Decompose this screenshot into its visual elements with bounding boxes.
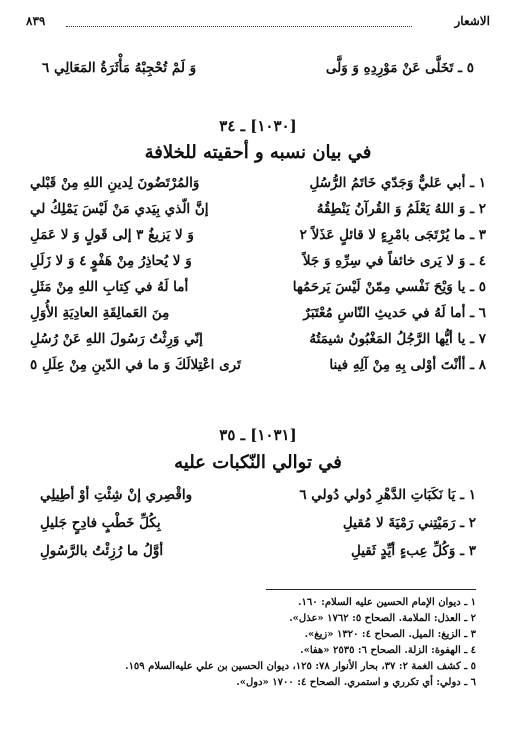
verse-hemistich-first: ٢ ـ وَ اللهُ يَعْلَمُ وَ القُرآنُ يَنْطِقُهُ [316,201,486,217]
verse-hemistich-first: ٥ ـ يا وَيْحَ نَفْسي مِمّنْ لَيْسَ يَرحَمُها [292,279,486,295]
running-head: الاشعار [454,14,490,28]
verse-hemistich-second: وَ لا يَزيغُ ٣ إلى قَولٍ وَ لا عَمَلِ [30,227,194,243]
verse-line [30,253,486,279]
poem-number: [١٠٣٠] ـ ٣٤ [219,117,297,135]
verse-hemistich-first: ٧ ـ يا أيُّها الرَّجُلُ المَغْبُونُ شيمَتُهُ [309,331,486,347]
verse-hemistich-second: تَرى اعْتِلالَكَ وَ ما في الدّينِ مِنْ عِلَلِ ٥ [30,357,241,373]
verse-line [42,60,474,86]
verse-hemistich-second: بِكُلِّ خَطْبٍ فادِحٍ جَليلِ [40,515,161,531]
footnote: ٤ ـ الهفوة: الزلة. الصحاح ٦: ٢٥٣٥ «هفا». [300,645,476,656]
page-number: ٨٣٩ [26,14,46,28]
verse-line [30,279,486,305]
footnote: ٣ ـ الزيغ: الميل. الصحاح ٤: ١٣٢٠ «زيغ». [304,629,476,640]
verse-line [30,201,486,227]
verse-hemistich-first: ٣ ـ ما يُرْتَجَى بامْرِءٍ لا قائلٍ عَذَلاً ٢ [299,227,486,243]
verse-hemistich-second: واقْصِري إنْ شِئْتِ أوْ أطِيلِي [40,487,193,503]
verse-hemistich-first: ٥ ـ تَخَلَّى عَنْ مَوْرِدِهِ وَ وَلَّى [325,60,474,76]
verse-hemistich-first: ١ ـ أبي عَليٌّ وَجَدّي خَاتَمُ الرُّسُلِ [309,175,486,191]
poem-title: في بيان نسبه و أحقيته للخلافة [144,142,372,163]
verse-hemistich-second: أما لَهُ في كِتابِ اللهِ مِنْ مَثَلِ [30,279,189,295]
verse-hemistich-second: وَ لَمْ تُحْجِبْهُ مَأْثَرَةُ المَعَالِي ٦ [42,60,197,76]
verse-hemistich-first: ١ ـ يَا نَكَبَاتِ الدَّهْرِ دُولي دُولي ٦ [299,487,476,503]
verse-line [30,175,486,201]
verse-hemistich-second: مِنَ العَمالِقَةِ العادِيَةِ الأُوَلِ [30,305,170,321]
poem-title: في توالي النّكبات عليه [174,452,342,473]
footnote: ٥ ـ كشف الغمة ٢: ٣٧، بحار الأنوار ٧٨: ١٢٥، ديوان الحسين بن علي عليه‌السلام ١٥٩. [125,661,476,672]
verse-hemistich-first: ٢ ـ رَمَيْتِني رَمْيَةَ لا مُقيلِ [342,515,476,531]
verse-hemistich-second: إنّي وَرِثْتُ رَسُولَ اللهِ عَنْ رُسُلِ [30,331,203,347]
verse-line [30,331,486,357]
verse-line [30,227,486,253]
poem-number: [١٠٣١] ـ ٣٥ [219,426,297,444]
verse-hemistich-second: أوَّلُ ما رُزِئْتُ بالرَّسُولِ [40,543,164,559]
header-dotted-rule [66,26,412,27]
verse-line [40,487,476,513]
verse-hemistich-first: ٣ ـ وَكُلِّ عِبءٍ أيِّدٍ ثَقيلِ [350,543,476,559]
verse-line [40,515,476,541]
verse-hemistich-second: وَالمُرْتَضُونَ لِدينِ اللهِ مِنْ قَبْلي [30,175,200,191]
verse-hemistich-second: وَ لا يُحاذِرُ مِنْ هَفْوٍ ٤ وَ لا زَلَلِ [30,253,192,269]
verse-line [30,305,486,331]
verse-hemistich-first: ٨ ـ أأنْتَ أوْلى بِهِ مِنْ آلِهِ فينا [329,357,486,373]
verse-line [30,357,486,383]
verse-hemistich-second: إنَّ الّذي بِيَدي مَنْ لَيْسَ يَمْلِكُ لي [30,201,209,217]
footnote: ٢ ـ العذل: الملامة. الصحاح ٥: ١٧٦٢ «عذل». [289,613,476,624]
verse-hemistich-first: ٦ ـ أما لَهُ في حَديثِ النّاسِ مُعْتَبَرٌ [303,305,486,321]
footnote-separator [266,589,476,590]
verse-line [40,543,476,569]
footnote: ١ ـ ديوان الإمام الحسين عليه السلام: ١٦٠. [298,597,476,608]
page-header [26,14,490,32]
footnote: ٦ ـ دولي: أي تكرري و استمري. الصحاح ٤: ١٧٠٠ «دول». [236,677,476,688]
verse-hemistich-first: ٤ ـ وَ لا يَرى خائفاً في سِرِّهِ وَ جَلاً [302,253,486,269]
